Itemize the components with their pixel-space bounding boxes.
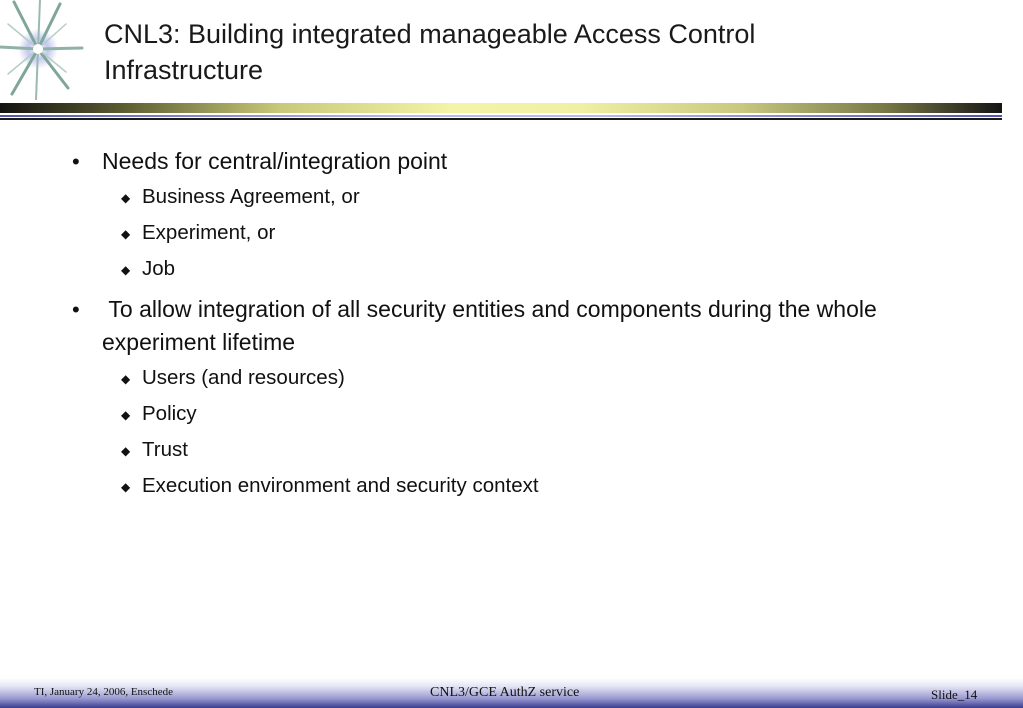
diamond-bullet-icon: ◆ (121, 191, 131, 205)
footer-date-location: TI, January 24, 2006, Enschede (34, 686, 173, 698)
diamond-bullet-icon: ◆ (121, 408, 131, 422)
starburst-logo-icon (0, 0, 84, 100)
sub-bullet-item (68, 179, 968, 215)
dot-bullet-icon: • (72, 297, 80, 322)
sub-bullet-text: Policy (142, 402, 197, 425)
sub-bullet-item (68, 360, 968, 396)
bullet-item (68, 145, 968, 178)
sub-bullet-item (68, 215, 968, 251)
diamond-bullet-icon: ◆ (121, 480, 131, 494)
sub-bullet-text: Users (and resources) (142, 366, 345, 389)
slide-footer (0, 678, 1023, 708)
sub-bullet-text: Job (142, 257, 176, 280)
slide-title-line-1: CNL3: Building integrated manageable Access Control (104, 19, 756, 49)
diamond-bullet-icon: ◆ (121, 227, 131, 241)
bullet-item (68, 293, 968, 359)
slide-title-line-2: Infrastructure (104, 55, 264, 85)
dot-bullet-icon: • (72, 149, 80, 174)
footer-presentation-title: CNL3/GCE AuthZ service (430, 685, 580, 700)
sub-bullet-item (68, 432, 968, 468)
sub-bullet-text: Trust (142, 438, 188, 461)
diamond-bullet-icon: ◆ (121, 263, 131, 277)
diamond-bullet-icon: ◆ (121, 444, 131, 458)
header-gradient-bar (0, 103, 1002, 113)
slide-content (68, 145, 968, 506)
slide-title (104, 16, 984, 88)
sub-bullet-text: Business Agreement, or (142, 185, 360, 208)
header-divider-dark (0, 118, 1002, 120)
sub-bullet-text: Experiment, or (142, 221, 276, 244)
sub-bullet-item (68, 468, 968, 504)
bullet-text: Needs for central/integration point (102, 148, 448, 174)
footer-slide-number: Slide_14 (931, 687, 978, 702)
sub-bullet-item (68, 396, 968, 432)
bullet-text: To allow integration of all security entities and components during the whole experiment lifetime (102, 296, 884, 355)
sub-bullet-list (68, 360, 968, 504)
sub-bullet-list (68, 179, 968, 287)
diamond-bullet-icon: ◆ (121, 372, 131, 386)
sub-bullet-text: Execution environment and security context (142, 474, 539, 497)
header-divider-blue (0, 115, 1002, 117)
sub-bullet-item (68, 251, 968, 287)
